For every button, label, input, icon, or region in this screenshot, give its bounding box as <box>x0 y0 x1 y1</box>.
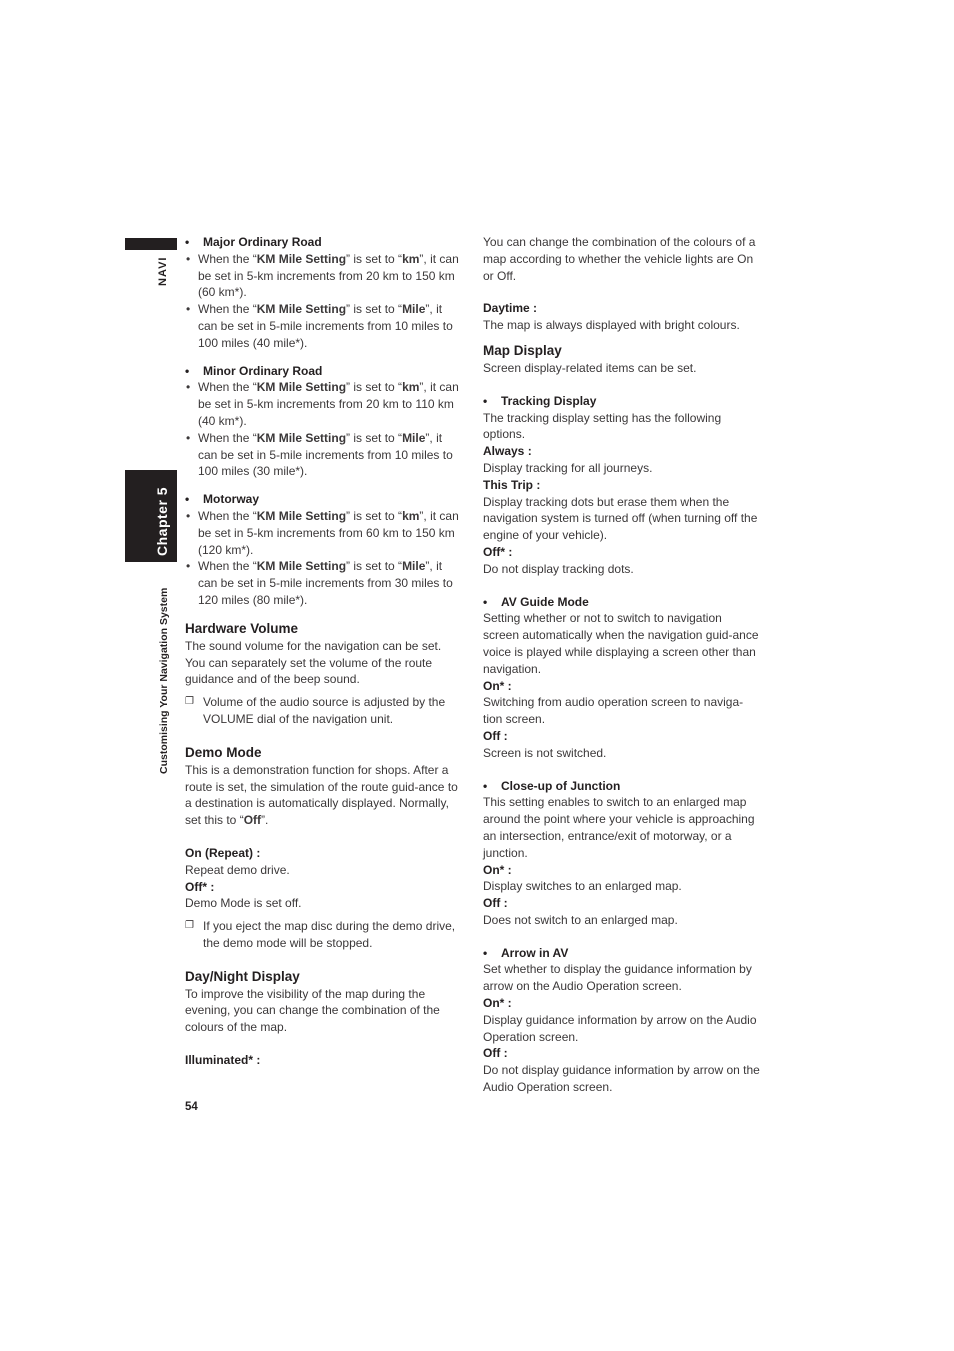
hardware-volume-heading: Hardware Volume <box>185 620 299 636</box>
list-item: • When the “KM Mile Setting” is set to “km”, it can be set in 5-km increments from 20 km to 110 km (40 km*). <box>185 379 460 429</box>
list-item: • When the “KM Mile Setting” is set to “Mile”, it can be set in 5-mile increments from 30 miles to 120 miles (80 mile*). <box>185 558 460 608</box>
tracking-trip-text: Display tracking dots but erase them when the navigation system is turned off (when turning off the engine of your vehicle). <box>483 494 758 543</box>
page-number: 54 <box>185 1101 198 1113</box>
av-guide-heading: • AV Guide Mode <box>483 594 761 611</box>
demo-on-text: Repeat demo drive. <box>185 862 290 877</box>
tracking-trip-label: This Trip : <box>483 477 541 492</box>
demo-on-label: On (Repeat) : <box>185 845 261 860</box>
hardware-volume-note: ❐ Volume of the audio source is adjusted by the VOLUME dial of the navigation unit. <box>185 694 460 728</box>
day-night-heading: Day/Night Display <box>185 968 300 984</box>
illuminated-label: Illuminated* : <box>185 1053 261 1068</box>
demo-off-text: Demo Mode is set off. <box>185 896 302 911</box>
closeup-body: This setting enables to switch to an enlarged map around the point where your vehicle is approaching an intersection, entrance/exit of motorway, or a junction. <box>483 795 755 860</box>
major-road-list <box>185 251 460 352</box>
map-display-heading: Map Display <box>483 342 562 358</box>
list-item: • When the “KM Mile Setting” is set to “km”, it can be set in 5-km increments from 20 km to 150 km (60 km*). <box>185 251 460 301</box>
tracking-off-label: Off* : <box>483 544 513 559</box>
chapter-label: Chapter 5 <box>154 486 170 556</box>
arrow-av-body: Set whether to display the guidance information by arrow on the Audio Operation screen. <box>483 962 752 994</box>
day-night-intro: You can change the combination of the colours of a map according to whether the vehicle lights are On or Off. <box>483 235 756 283</box>
navi-label: NAVI <box>157 256 169 286</box>
right-column <box>483 234 761 1096</box>
arrow-on-label: On* : <box>483 996 512 1011</box>
av-guide-body: Setting whether or not to switch to navigation screen automatically when the navigation guid-ance voice is played while displaying a screen other than navigation. <box>483 611 759 676</box>
major-road-heading: • Major Ordinary Road <box>185 234 460 251</box>
tracking-always-text: Display tracking for all journeys. <box>483 460 653 475</box>
arrow-off-label: Off : <box>483 1046 508 1061</box>
motorway-list <box>185 508 460 609</box>
closeup-on-text: Display switches to an enlarged map. <box>483 879 682 894</box>
demo-off-label: Off* : <box>185 879 215 894</box>
minor-road-list <box>185 379 460 480</box>
closeup-off-label: Off : <box>483 896 508 911</box>
tracking-display-heading: • Tracking Display <box>483 393 761 410</box>
demo-mode-note: ❐ If you eject the map disc during the demo drive, the demo mode will be stopped. <box>185 918 460 952</box>
av-guide-off-text: Screen is not switched. <box>483 745 607 760</box>
av-guide-on-label: On* : <box>483 678 512 693</box>
motorway-heading: • Motorway <box>185 491 460 508</box>
demo-mode-heading: Demo Mode <box>185 744 262 760</box>
demo-mode-body: This is a demonstration function for shops. After a route is set, the simulation of the route guid-ance to a destination is automatically displayed. Normally, set this to “Off”. <box>185 762 458 828</box>
daytime-label: Daytime : <box>483 301 538 316</box>
navi-tab-bar <box>125 238 177 250</box>
av-guide-off-label: Off : <box>483 728 508 743</box>
minor-road-heading: • Minor Ordinary Road <box>185 363 460 380</box>
tracking-off-text: Do not display tracking dots. <box>483 561 634 576</box>
tracking-always-label: Always : <box>483 444 532 459</box>
day-night-body: To improve the visibility of the map during the evening, you can change the combination of the colours of the map. <box>185 986 440 1035</box>
closeup-on-label: On* : <box>483 862 512 877</box>
arrow-av-heading: • Arrow in AV <box>483 945 761 962</box>
daytime-text: The map is always displayed with bright colours. <box>483 318 740 333</box>
tracking-display-body: The tracking display setting has the following options. <box>483 410 722 442</box>
section-label: Customising Your Navigation System <box>158 587 170 774</box>
closeup-heading: • Close-up of Junction <box>483 778 761 795</box>
arrow-off-text: Do not display guidance information by arrow on the Audio Operation screen. <box>483 1063 760 1095</box>
arrow-on-text: Display guidance information by arrow on the Audio Operation screen. <box>483 1012 757 1044</box>
av-guide-on-text: Switching from audio operation screen to naviga-tion screen. <box>483 695 744 727</box>
closeup-off-text: Does not switch to an enlarged map. <box>483 912 678 927</box>
list-item: • When the “KM Mile Setting” is set to “Mile”, it can be set in 5-mile increments from 10 miles to 100 miles (40 mile*). <box>185 301 460 351</box>
list-item: • When the “KM Mile Setting” is set to “Mile”, it can be set in 5-mile increments from 10 miles to 100 miles (30 mile*). <box>185 430 460 480</box>
map-display-body: Screen display-related items can be set. <box>483 360 697 375</box>
left-column <box>185 234 460 1069</box>
hardware-volume-body: The sound volume for the navigation can be set. You can separately set the volume of the route guidance and of the beep sound. <box>185 638 442 687</box>
list-item: • When the “KM Mile Setting” is set to “km”, it can be set in 5-km increments from 60 km to 150 km (120 km*). <box>185 508 460 558</box>
